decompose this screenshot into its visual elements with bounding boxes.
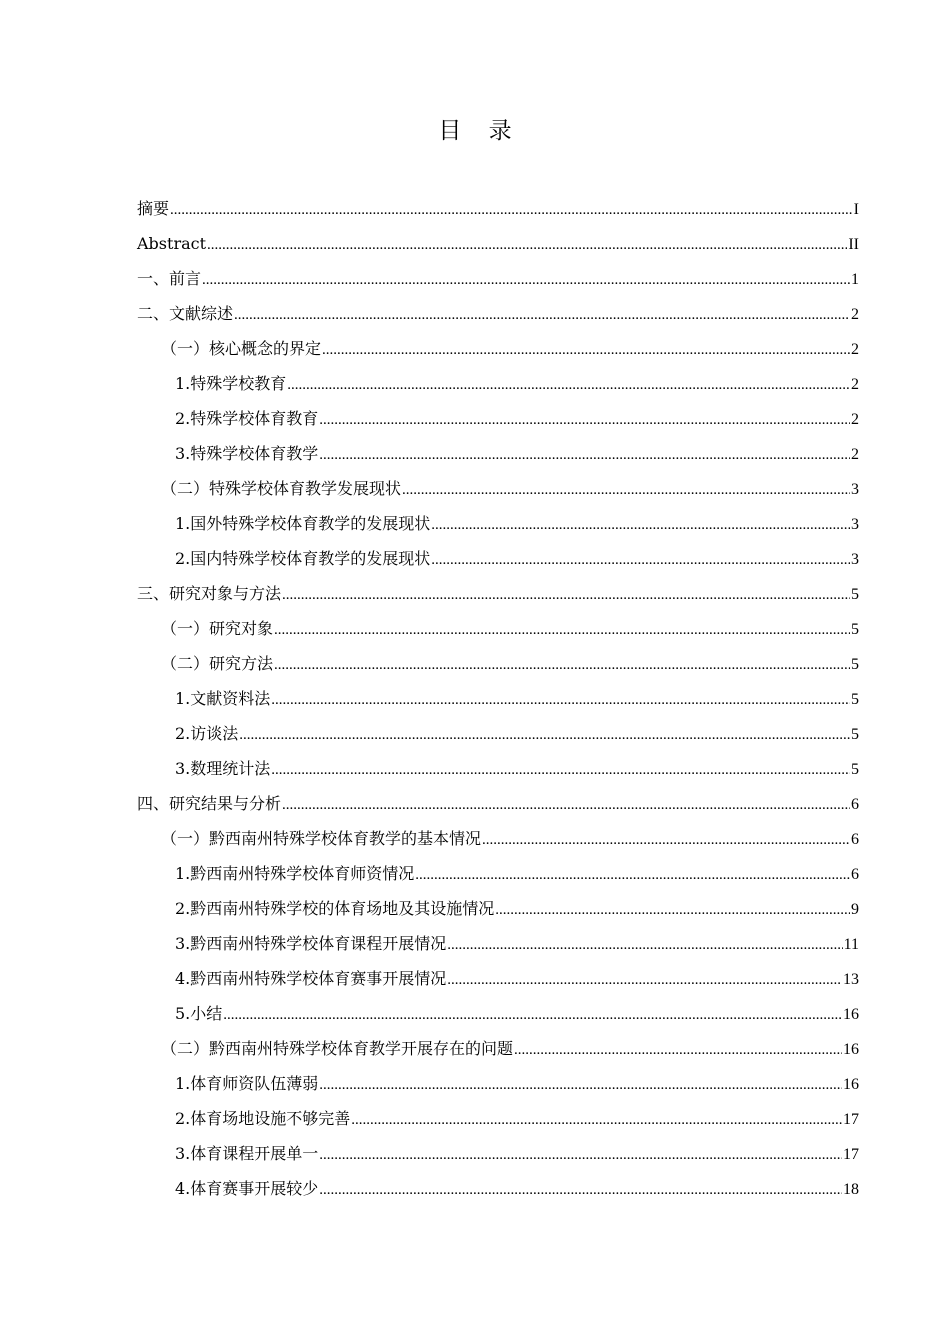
toc-entry[interactable] bbox=[137, 1136, 859, 1171]
dot-leader bbox=[447, 963, 842, 998]
dot-leader bbox=[207, 228, 847, 263]
toc-entry[interactable] bbox=[137, 401, 859, 436]
dot-leader bbox=[431, 543, 850, 578]
dot-leader bbox=[170, 193, 853, 228]
toc-entry-page-number: 2 bbox=[851, 341, 859, 358]
toc-entry-label: 2.国内特殊学校体育教学的发展现状 bbox=[175, 549, 431, 568]
toc-entry[interactable] bbox=[137, 331, 859, 366]
toc-entry[interactable] bbox=[137, 436, 859, 471]
toc-entry-label: 3.黔西南州特殊学校体育课程开展情况 bbox=[175, 934, 447, 953]
toc-entry-page-number: 3 bbox=[851, 551, 859, 568]
dot-leader bbox=[514, 1033, 842, 1068]
toc-entry[interactable] bbox=[137, 926, 859, 961]
toc-entry[interactable] bbox=[137, 1101, 859, 1136]
toc-entry-page-number: 5 bbox=[851, 621, 859, 638]
toc-entry-label: 2.体育场地设施不够完善 bbox=[175, 1109, 351, 1128]
toc-entry-label: 1.特殊学校教育 bbox=[175, 374, 287, 393]
toc-entry-label: 1.文献资料法 bbox=[175, 689, 271, 708]
toc-entry-label: （二）研究方法 bbox=[161, 654, 274, 673]
dot-leader bbox=[415, 858, 850, 893]
toc-entry[interactable] bbox=[137, 1066, 859, 1101]
toc-entry-page-number: 5 bbox=[851, 761, 859, 778]
toc-entry-label: 4.体育赛事开展较少 bbox=[175, 1179, 319, 1198]
toc-entry-page-number: 2 bbox=[851, 446, 859, 463]
toc-entry-page-number: II bbox=[848, 236, 859, 253]
toc-entry-label: 3.特殊学校体育教学 bbox=[175, 444, 319, 463]
toc-entry-page-number: 18 bbox=[843, 1181, 859, 1198]
toc-entry[interactable] bbox=[137, 821, 859, 856]
toc-entry-page-number: 5 bbox=[851, 656, 859, 673]
toc-entry-page-number: 5 bbox=[851, 586, 859, 603]
toc-entry[interactable] bbox=[137, 786, 859, 821]
toc-entry[interactable] bbox=[137, 296, 859, 331]
toc-entry-label: 3.体育课程开展单一 bbox=[175, 1144, 319, 1163]
dot-leader bbox=[234, 298, 850, 333]
toc-entry-page-number: 1 bbox=[851, 271, 859, 288]
toc-entry-label: 2.黔西南州特殊学校的体育场地及其设施情况 bbox=[175, 899, 495, 918]
toc-entry-label: 1.体育师资队伍薄弱 bbox=[175, 1074, 319, 1093]
toc-entry[interactable] bbox=[137, 1171, 859, 1206]
toc-entry-page-number: 6 bbox=[851, 831, 859, 848]
toc-entry-page-number: 17 bbox=[843, 1111, 859, 1128]
dot-leader bbox=[223, 998, 842, 1033]
toc-entry-page-number: 16 bbox=[843, 1006, 859, 1023]
page-title: 目 录 bbox=[438, 118, 522, 144]
toc-entry-page-number: 6 bbox=[851, 866, 859, 883]
dot-leader bbox=[319, 403, 850, 438]
dot-leader bbox=[322, 333, 850, 368]
toc-entry-page-number: 6 bbox=[851, 796, 859, 813]
toc-entry[interactable] bbox=[137, 191, 859, 226]
toc-entry-label: （二）黔西南州特殊学校体育教学开展存在的问题 bbox=[161, 1039, 514, 1058]
toc-entry-label: 二、文献综述 bbox=[137, 304, 234, 323]
toc-entry-page-number: 9 bbox=[851, 901, 859, 918]
toc-entry-page-number: 2 bbox=[851, 306, 859, 323]
toc-entry-label: （二）特殊学校体育教学发展现状 bbox=[161, 479, 402, 498]
dot-leader bbox=[202, 263, 850, 298]
toc-entry-label: 1.国外特殊学校体育教学的发展现状 bbox=[175, 514, 431, 533]
toc-entry-label: Abstract bbox=[137, 234, 207, 253]
table-of-contents bbox=[137, 191, 859, 1206]
dot-leader bbox=[282, 578, 850, 613]
toc-entry-page-number: 17 bbox=[843, 1146, 859, 1163]
toc-entry-label: （一）核心概念的界定 bbox=[161, 339, 322, 358]
dot-leader bbox=[351, 1103, 842, 1138]
toc-entry-label: 一、前言 bbox=[137, 269, 202, 288]
dot-leader bbox=[495, 893, 850, 928]
toc-entry-page-number: 2 bbox=[851, 376, 859, 393]
toc-entry[interactable] bbox=[137, 541, 859, 576]
dot-leader bbox=[271, 753, 850, 788]
toc-entry-label: （一）研究对象 bbox=[161, 619, 274, 638]
dot-leader bbox=[482, 823, 850, 858]
toc-entry[interactable] bbox=[137, 1031, 859, 1066]
dot-leader bbox=[319, 1138, 842, 1173]
toc-entry-page-number: 5 bbox=[851, 726, 859, 743]
dot-leader bbox=[319, 438, 850, 473]
dot-leader bbox=[274, 648, 850, 683]
dot-leader bbox=[319, 1173, 842, 1208]
toc-entry-page-number: I bbox=[853, 201, 859, 218]
toc-entry[interactable] bbox=[137, 856, 859, 891]
toc-entry[interactable] bbox=[137, 716, 859, 751]
toc-entry-label: 5.小结 bbox=[175, 1004, 223, 1023]
toc-entry-page-number: 3 bbox=[851, 481, 859, 498]
toc-entry-label: 三、研究对象与方法 bbox=[137, 584, 282, 603]
toc-entry[interactable] bbox=[137, 506, 859, 541]
toc-entry-page-number: 2 bbox=[851, 411, 859, 428]
toc-entry-page-number: 16 bbox=[843, 1041, 859, 1058]
toc-entry[interactable] bbox=[137, 751, 859, 786]
toc-entry[interactable] bbox=[137, 646, 859, 681]
toc-entry-label: 2.访谈法 bbox=[175, 724, 239, 743]
toc-entry[interactable] bbox=[137, 576, 859, 611]
dot-leader bbox=[431, 508, 850, 543]
dot-leader bbox=[319, 1068, 842, 1103]
toc-entry-label: 4.黔西南州特殊学校体育赛事开展情况 bbox=[175, 969, 447, 988]
toc-entry-label: 摘要 bbox=[137, 199, 170, 218]
dot-leader bbox=[274, 613, 850, 648]
toc-entry[interactable] bbox=[137, 681, 859, 716]
toc-entry[interactable] bbox=[137, 996, 859, 1031]
toc-entry[interactable] bbox=[137, 366, 859, 401]
dot-leader bbox=[402, 473, 850, 508]
toc-entry-label: 3.数理统计法 bbox=[175, 759, 271, 778]
toc-entry-page-number: 16 bbox=[843, 1076, 859, 1093]
toc-entry[interactable] bbox=[137, 261, 859, 296]
dot-leader bbox=[239, 718, 850, 753]
toc-entry[interactable] bbox=[137, 471, 859, 506]
toc-entry[interactable] bbox=[137, 891, 859, 926]
dot-leader bbox=[287, 368, 850, 403]
toc-entry-page-number: 3 bbox=[851, 516, 859, 533]
toc-entry-label: 2.特殊学校体育教育 bbox=[175, 409, 319, 428]
toc-entry-label: 1.黔西南州特殊学校体育师资情况 bbox=[175, 864, 415, 883]
toc-entry-page-number: 11 bbox=[843, 936, 859, 953]
dot-leader bbox=[282, 788, 850, 823]
toc-entry[interactable] bbox=[137, 961, 859, 996]
toc-entry-page-number: 13 bbox=[843, 971, 859, 988]
toc-entry-label: 四、研究结果与分析 bbox=[137, 794, 282, 813]
toc-entry[interactable] bbox=[137, 226, 859, 261]
toc-entry[interactable] bbox=[137, 611, 859, 646]
dot-leader bbox=[271, 683, 850, 718]
toc-entry-label: （一）黔西南州特殊学校体育教学的基本情况 bbox=[161, 829, 482, 848]
dot-leader bbox=[447, 928, 842, 963]
toc-entry-page-number: 5 bbox=[851, 691, 859, 708]
